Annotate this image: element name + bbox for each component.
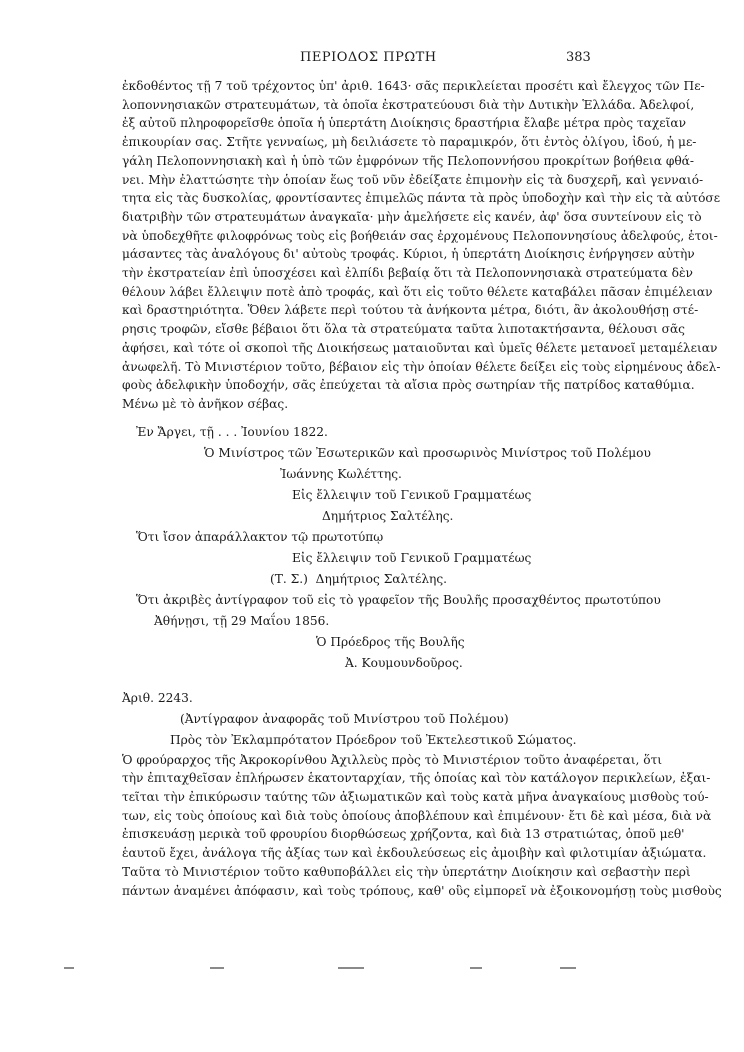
- text-line: γάλη Πελοποννησιακὴ καὶ ἡ ὑπὸ τῶν ἐμφρόνων τῆς Πελοποννήσου προκρίτων βοήθεια φθά-: [122, 153, 695, 168]
- exact-copy-note: Ὅτι ἀκριβὲς ἀντίγραφον τοῦ εἰς τὸ γραφεῖον τῆς Βουλῆς προσαχθέντος πρωτοτύπου: [136, 592, 661, 607]
- text-line: Μένω μὲ τὸ ἀνῆκον σέβας.: [122, 396, 289, 411]
- scan-mark: [338, 967, 364, 969]
- scan-mark: [210, 967, 224, 969]
- dateline: Ἐν Ἄργει, τῇ . . . Ἰουνίου 1822.: [136, 424, 328, 439]
- text-line: Ταῦτα τὸ Μινιστέριον τοῦτο καθυποβάλλει εἰς τὴν ὑπερτάτην Διοίκησιν καὶ σεβαστὴν περὶ: [122, 864, 691, 879]
- text-line: φοὺς ἀδελφικὴν ὑποδοχήν, σᾶς ἐπεύχεται τὰ αἴσια πρὸς σωτηρίαν τῆς πατρίδος καταθύμια.: [122, 378, 695, 393]
- text-line: Ὁ φρούραρχος τῆς Ἀκροκορίνθου Ἀχιλλεὺς πρὸς τὸ Μινιστέριον τοῦτο ἀναφέρεται, ὅτι: [122, 752, 663, 767]
- document-number: Ἀριθ. 2243.: [122, 690, 193, 705]
- text-line: ἑαυτοῦ ἔχει, ἀνάλογα τῆς ἀξίας των καὶ ἐκδουλεύσεως εἰς ἀμοιβὴν καὶ φιλοτιμίαν ἀξιώματα.: [122, 846, 707, 861]
- text-line: ἐκδοθέντος τῇ 7 τοῦ τρέχοντος ὑπ' ἀριθ. 1643· σᾶς περικλείεται προσέτι καὶ ἔλεγχος τῶν Πε-: [122, 79, 705, 93]
- scan-mark: [560, 967, 576, 969]
- text-line: ρησις τροφῶν, εἴσθε βέβαιοι ὅτι ὅλα τὰ στρατεύματα ταῦτα λιποτακτήσαντα, θέλουσι σᾶς: [122, 322, 686, 337]
- secretary-name-2: Δημήτριος Σαλτέλης.: [315, 571, 448, 586]
- document-addressee: Πρὸς τὸν Ἐκλαμπρότατον Πρόεδρον τοῦ Ἐκτελεστικοῦ Σώματος.: [170, 732, 577, 747]
- secretary-absence-1: Εἰς ἔλλειψιν τοῦ Γενικοῦ Γραμματέως: [292, 487, 532, 502]
- running-head: [0, 50, 744, 72]
- text-line: πάντων ἀναμένει ἀπόφασιν, καὶ τοὺς τρόπους, καθ' οὓς εἰμπορεῖ νὰ ἐξοικονομήσῃ τοὺς μισθοὺς: [122, 883, 722, 898]
- president-name: Ἀ. Κουμουνδοῦρος.: [345, 655, 463, 670]
- text-line: μάσαντες τὰς ἀναλόγους δι' αὐτοὺς τροφάς. Κύριοι, ἡ ὑπερτάτη Διοίκησις ἐνήργησεν αὐτὴν: [122, 247, 695, 262]
- seal-line: [122, 569, 584, 590]
- text-line: ἐξ αὐτοῦ πληροφορεῖσθε ὁποῖα ἡ ὑπερτάτη Διοίκησις δραστήρια ἔλαβε μέτρα πρὸς ταχεῖαν: [122, 116, 687, 131]
- seal-mark: (Τ. Σ.): [270, 571, 308, 586]
- text-line: νει. Μὴν ἐλαττώσητε τὴν ὁποίαν ἕως τοῦ νῦν ἐδείξατε ἐπιμονὴν εἰς τὰ δυσχερῆ, καὶ γενναιό-: [122, 172, 704, 187]
- secretary-name-1: Δημήτριος Σαλτέλης.: [322, 508, 454, 523]
- text-line: νὰ ὑποδεχθῆτε φιλοφρόνως τοὺς εἰς βοήθειάν σας ἐρχομένους Πελοποννησίους ἀδελφούς, ἑτοι-: [122, 228, 718, 243]
- athens-date: [122, 611, 584, 632]
- text-line: θέλουν λάβει ἔλλειψιν ποτὲ ἀπὸ τροφάς, καὶ ὅτι εἰς τοῦτο θέλετε καταβάλει πᾶσαν ἐπιμέλειαν: [122, 284, 713, 299]
- text-line: λοποννησιακῶν στρατευμάτων, τὰ ὁποῖα ἐκστρατεύουσι διὰ τὴν Δυτικὴν Ἑλλάδα. Ἀδελφοί,: [122, 97, 695, 112]
- letter-paragraph: [122, 77, 721, 414]
- minister-name: Ἰωάννης Κωλέττης.: [280, 466, 402, 481]
- text-line: καὶ δραστηριότητα. Ὅθεν λάβετε περὶ τούτου τὰ ἀνήκοντα μέτρα, διότι, ἂν ἀκολουθήσῃ στέ-: [122, 303, 699, 318]
- text-line: διατριβὴν τῶν στρατευμάτων ἀναγκαῖα· μὴν ἀμελήσετε εἰς κανέν, ἀφ' ὅσα συντείνουν εἰς τὸ: [122, 209, 702, 224]
- minister-title: Ὁ Μινίστρος τῶν Ἐσωτερικῶν καὶ προσωρινὸς Μινίστρος τοῦ Πολέμου: [204, 445, 651, 460]
- text-line: τὴν ἐκστρατείαν ἐπὶ ὑποσχέσει καὶ ἐλπίδι βεβαίᾳ ὅτι τὰ Πελοποννησιακὰ στρατεύματα δὲν: [122, 266, 693, 281]
- secretary-absence-2: Εἰς ἔλλειψιν τοῦ Γενικοῦ Γραμματέως: [292, 550, 532, 565]
- text-block: [122, 77, 722, 900]
- report-paragraph: [122, 751, 722, 901]
- text-line: ἐπικουρίαν σας. Στῆτε γενναίως, μὴ δειλιάσετε τὸ παραμικρόν, ὅτι ἐντὸς ὀλίγου, ἰδού, ἡ με-: [122, 135, 697, 150]
- footer-scan-marks: [0, 965, 744, 973]
- running-title: ΠΕΡΙΟΔΟΣ ΠΡΩΤΗ: [300, 50, 437, 65]
- text-line: τὴν ἐπιταχθεῖσαν ἐπλήρωσεν ἑκατονταρχίαν, τῆς ὁποίας καὶ τὸν κατάλογον περικλείων, ἐξαι-: [122, 771, 711, 786]
- athens-date-text: Ἀθήνῃσι, τῇ 29 Μαΐου 1856.: [154, 613, 330, 628]
- scan-mark: [64, 967, 74, 969]
- scan-mark: [470, 967, 482, 969]
- text-line: ἀνωφελῆ. Τὸ Μινιστέριον τοῦτο, βέβαιον εἰς τὴν ὁποίαν θέλετε δείξει εἰς τοὺς εἰρημένους ἀδελ-: [122, 359, 721, 374]
- text-line: τητα εἰς τὰς δυσκολίας, φροντίσαντες ἐπιμελῶς πάντα τὰ πρὸς ὑποδοχὴν καὶ τὴν εἰς τὰ αὐτόσε: [122, 191, 721, 206]
- copy-attestation: Ὅτι ἴσον ἀπαράλλακτον τῷ πρωτοτύπῳ: [136, 529, 384, 544]
- text-line: ἐπισκευάσῃ μερικὰ τοῦ φρουρίου διορθώσεως χρήζοντα, καὶ διὰ 13 στρατιώτας, ὁποῦ μεθ': [122, 827, 685, 842]
- document-heading: (Ἀντίγραφον ἀναφορᾶς τοῦ Μινίστρου τοῦ Πολέμου): [180, 711, 509, 726]
- president-title: Ὁ Πρόεδρος τῆς Βουλῆς: [316, 634, 465, 649]
- text-line: ἀφήσει, καὶ τότε οἱ σκοποὶ τῆς Διοικήσεως ματαιοῦνται καὶ ὑμεῖς θέλετε μετανοεῖ μεταμέλειαν: [122, 340, 718, 355]
- page-number: 383: [566, 50, 591, 65]
- text-line: τεῖται τὴν ἐπικύρωσιν ταύτης τῶν ἀξιωματικῶν καὶ τοὺς κατὰ μῆνα ἀναγκαίους μισθοὺς τού-: [122, 790, 709, 805]
- text-line: των, εἰς τοὺς ὁποίους καὶ διὰ τοὺς ὁποίους ἀποβλέπουν καὶ ἐπιμένουν· ἔτι δὲ καὶ μέσα, διὰ νὰ: [122, 808, 712, 823]
